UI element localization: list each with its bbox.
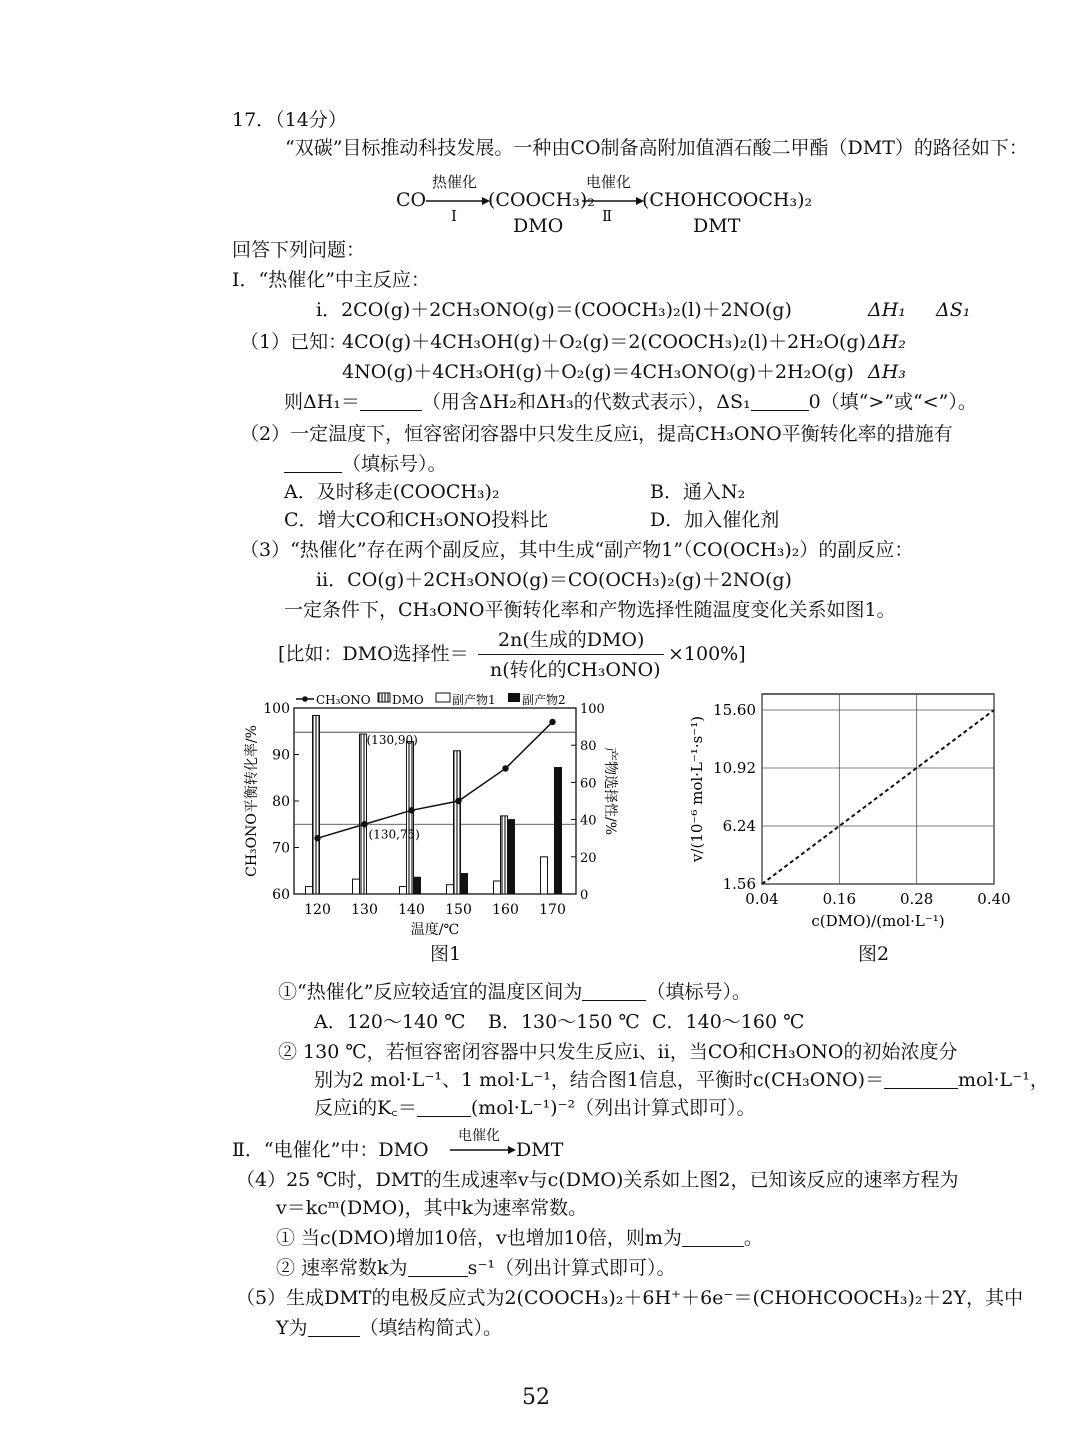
- q3a-option-a: A．120～140 ℃: [314, 1011, 466, 1033]
- y-tick-label: 70: [272, 840, 290, 857]
- fraction-bar: [478, 654, 664, 655]
- y-tick-label: 80: [272, 794, 290, 810]
- y-tick-label: 60: [272, 887, 290, 903]
- annotation: (130,90): [366, 733, 418, 748]
- y2-tick-label: 100: [580, 702, 605, 717]
- figure-2-chart: [686, 688, 1016, 946]
- y-tick-label: 100: [263, 701, 290, 717]
- byproduct2-bar: [508, 820, 515, 894]
- intro-text: “双碳”目标推动科技发展。一种由CO制备高附加值酒石酸二甲酯（DMT）的路径如下：: [285, 137, 1028, 159]
- scheme-mid-name: DMO: [513, 215, 564, 237]
- q4b-text: ② 速率常数k为: [276, 1257, 408, 1279]
- scheme-start: CO: [396, 189, 427, 211]
- byproduct2-bar: [414, 877, 421, 894]
- scheme-arrow2-bottom: Ⅱ: [602, 207, 613, 225]
- legend-item: CH₃ONO: [316, 693, 371, 707]
- q3b-line3-a: 反应i的K꜀＝: [314, 1097, 417, 1119]
- formula-denominator: n(转化的CH₃ONO): [490, 659, 661, 681]
- x-tick-label: 170: [539, 902, 566, 918]
- q3a-text: ①“热催化”反应较适宜的温度区间为: [278, 981, 583, 1003]
- answer-blank[interactable]: [408, 1258, 468, 1277]
- legend-item: 副产物2: [522, 693, 566, 707]
- part2-end: DMT: [516, 1139, 564, 1161]
- byproduct1-bar: [306, 887, 313, 894]
- q2-option-b: B．通入N₂: [650, 481, 746, 503]
- formula-prefix: [比如：DMO选择性＝: [278, 643, 469, 665]
- ch3ono-point: [408, 807, 414, 813]
- q1-ask: [284, 390, 977, 414]
- scheme-arrow2-top: 电催化: [586, 173, 632, 191]
- answer-blank[interactable]: [884, 1070, 958, 1089]
- q3b-line3-b: (mol·L⁻¹)⁻²（列出计算式即可）。: [470, 1097, 756, 1119]
- q1-eq2-dh: ΔH₃: [868, 361, 906, 383]
- y-tick-label: 1.56: [722, 875, 756, 893]
- legend-open-icon: [436, 693, 450, 702]
- q4a-text: ① 当c(DMO)增加10倍，v也增加10倍，则m为: [276, 1227, 682, 1249]
- answer-blank[interactable]: [417, 1098, 471, 1117]
- scheme-arrow1-top: 热催化: [432, 173, 478, 191]
- y-tick-label: 6.24: [722, 817, 756, 835]
- q2-option-d: D．加入催化剂: [650, 509, 780, 531]
- q2-option-c: C．增大CO和CH₃ONO投料比: [284, 509, 549, 531]
- q3b-line2-b: mol·L⁻¹，: [957, 1069, 1049, 1091]
- q1-eq1-dh: ΔH₂: [868, 331, 906, 353]
- q4a-tail: 。: [743, 1227, 763, 1249]
- scheme-arrow1-icon: [424, 196, 490, 206]
- answer-blank[interactable]: [308, 1318, 360, 1337]
- dmo-bar: [407, 741, 414, 894]
- y2-tick-label: 80: [580, 739, 597, 755]
- q5-tail: （填结构简式）。: [359, 1317, 503, 1339]
- q3-figure-text: 一定条件下，CH₃ONO平衡转化率和产物选择性随温度变化关系如图1。: [284, 599, 896, 621]
- ch3ono-point: [502, 765, 508, 771]
- legend-solid-icon: [508, 693, 520, 702]
- legend-hatch-icon: [378, 693, 390, 702]
- q1-ask-c: 0（填“>”或“<”）。: [808, 391, 977, 413]
- q1-ask-a: 则ΔH₁＝: [284, 391, 360, 413]
- reaction-i-dh: ΔH₁: [868, 299, 906, 321]
- ch3ono-point: [549, 719, 555, 725]
- ch3ono-point: [314, 835, 320, 841]
- rate-line: [762, 710, 994, 884]
- y-axis-label: v/(10⁻⁶ mol·L⁻¹·s⁻¹): [688, 715, 706, 863]
- x-tick-label: 130: [351, 902, 378, 918]
- formula-suffix: ×100%]: [668, 643, 746, 665]
- answer-blank[interactable]: [284, 454, 342, 473]
- ch3ono-point: [361, 821, 367, 827]
- q5-line1: （5）生成DMT的电极反应式为2(COOCH₃)₂＋6H⁺＋6e⁻＝(CHOHCOOCH₃)₂＋2Y，其中: [236, 1287, 1024, 1309]
- q5-text: Y为: [276, 1317, 308, 1339]
- y-tick-label: 90: [272, 747, 290, 764]
- reaction-i-ds: ΔS₁: [936, 299, 971, 321]
- q1-eq1: 4CO(g)＋4CH₃OH(g)＋O₂(g)＝2(COOCH₃)₂(l)＋2H₂O(g): [342, 331, 867, 353]
- part1-title: Ⅰ．“热催化”中主反应：: [232, 269, 430, 291]
- byproduct1-bar: [353, 879, 360, 894]
- answer-blank[interactable]: [682, 1228, 744, 1247]
- annotation: (130,75): [368, 827, 420, 842]
- q3a-option-c: C．140～160 ℃: [652, 1011, 805, 1033]
- part2-arrow-label: 电催化: [458, 1128, 500, 1144]
- q2-tail: （填标号）。: [342, 453, 447, 475]
- y2-axis-label: 产物选择性/%: [602, 746, 618, 836]
- q3-text: （3）“热催化”存在两个副反应，其中生成“副产物1”（CO(OCH₃)₂）的副反应：: [240, 539, 914, 561]
- x-tick-label: 160: [492, 902, 519, 918]
- q3a-line: [278, 980, 751, 1004]
- x-tick-label: 120: [304, 902, 331, 918]
- figure-2-caption: 图2: [858, 943, 890, 965]
- y2-tick-label: 20: [580, 850, 597, 866]
- q4a-line: [276, 1226, 763, 1250]
- answer-blank[interactable]: [582, 982, 646, 1001]
- ch3ono-point: [455, 798, 461, 804]
- part2-start: Ⅱ．“电催化”中：DMO: [232, 1139, 429, 1161]
- q3b-line2-a: 别为2 mol·L⁻¹、1 mol·L⁻¹，结合图1信息，平衡时c(CH₃ONO)＝: [314, 1069, 884, 1091]
- answer-blank[interactable]: [751, 392, 809, 411]
- q3a-tail: （填标号）。: [646, 981, 751, 1003]
- x-tick-label: 150: [445, 902, 472, 918]
- figure-1-caption: 图1: [430, 943, 462, 965]
- ch3ono-line: [318, 722, 553, 838]
- q4-line1: （4）25 ℃时，DMT的生成速率v与c(DMO)关系如上图2，已知该反应的速率方程为: [236, 1169, 959, 1191]
- part2-arrow-icon: [448, 1145, 516, 1155]
- scheme-end-name: DMT: [693, 215, 741, 237]
- page-number: 52: [522, 1385, 550, 1410]
- legend-point-icon: [302, 696, 308, 702]
- dmo-bar: [313, 715, 320, 894]
- plot-frame: [294, 708, 576, 894]
- x-tick-label: 0.28: [899, 890, 934, 908]
- scheme-arrow1-bottom: Ⅰ: [451, 207, 457, 225]
- x-tick-label: 140: [398, 902, 425, 918]
- y2-tick-label: 60: [580, 776, 597, 792]
- byproduct1-bar: [541, 857, 548, 894]
- plot-frame: [762, 694, 994, 884]
- y-axis-label: CH₃ONO平衡转化率/%: [244, 725, 260, 877]
- byproduct1-bar: [494, 881, 501, 894]
- reaction-i: i．2CO(g)＋2CH₃ONO(g)＝(COOCH₃)₂(l)＋2NO(g): [316, 299, 792, 321]
- q1-ask-b: （用含ΔH₂和ΔH₃的代数式表示），ΔS₁: [421, 391, 751, 413]
- prompt: 回答下列问题：: [232, 239, 366, 261]
- y-tick-label: 10.92: [713, 759, 756, 777]
- q2-tail-line: [284, 452, 447, 476]
- q3b-line3: [314, 1096, 756, 1120]
- y2-tick-label: 0: [580, 888, 589, 903]
- byproduct2-bar: [555, 768, 562, 894]
- legend-item: DMO: [392, 693, 424, 707]
- dmo-bar: [360, 734, 367, 894]
- q4b-line: [276, 1256, 675, 1280]
- q2-text: （2）一定温度下，恒容密闭容器中只发生反应i，提高CH₃ONO平衡转化率的措施有: [240, 423, 953, 445]
- x-tick-label: 0.40: [977, 890, 1011, 908]
- q3b-line1: ② 130 ℃，若恒容密闭容器中只发生反应i、ii，当CO和CH₃ONO的初始浓度分: [278, 1041, 958, 1063]
- y-tick-label: 15.60: [713, 701, 756, 719]
- dmo-bar: [501, 816, 508, 894]
- q3a-option-b: B．130～150 ℃: [488, 1011, 640, 1033]
- byproduct1-bar: [447, 885, 454, 894]
- q2-option-a: A．及时移走(COOCH₃)₂: [284, 481, 500, 503]
- x-axis-label: c(DMO)/(mol·L⁻¹): [811, 912, 945, 930]
- y2-tick-label: 40: [580, 813, 597, 829]
- q5-line2: [276, 1316, 502, 1340]
- legend-item: 副产物1: [452, 693, 496, 707]
- byproduct2-bar: [461, 874, 468, 894]
- byproduct1-bar: [400, 887, 407, 894]
- question-number: 17．（14分）: [232, 109, 347, 131]
- scheme-mid: (COOCH₃)₂: [488, 189, 595, 211]
- dmo-bar: [454, 751, 461, 894]
- reaction-ii: ii．CO(g)＋2CH₃ONO(g)＝CO(OCH₃)₂(g)＋2NO(g): [316, 569, 792, 591]
- x-tick-label: 0.04: [745, 890, 779, 908]
- q4-line2: v＝kcᵐ(DMO)，其中k为速率常数。: [276, 1197, 588, 1219]
- answer-blank[interactable]: [360, 392, 422, 411]
- q1-eq2: 4NO(g)＋4CH₃OH(g)＋O₂(g)＝4CH₃ONO(g)＋2H₂O(g): [342, 361, 854, 383]
- x-axis-label: 温度/℃: [410, 922, 460, 938]
- q4b-tail: s⁻¹（列出计算式即可）。: [467, 1257, 676, 1279]
- q1-label: （1）已知：: [240, 331, 348, 353]
- formula-numerator: 2n(生成的DMO): [498, 629, 645, 651]
- scheme-end: (CHOHCOOCH₃)₂: [642, 189, 813, 211]
- q3b-line2: [314, 1068, 1049, 1092]
- x-tick-label: 0.16: [822, 890, 857, 908]
- figure-1-chart: [234, 688, 618, 948]
